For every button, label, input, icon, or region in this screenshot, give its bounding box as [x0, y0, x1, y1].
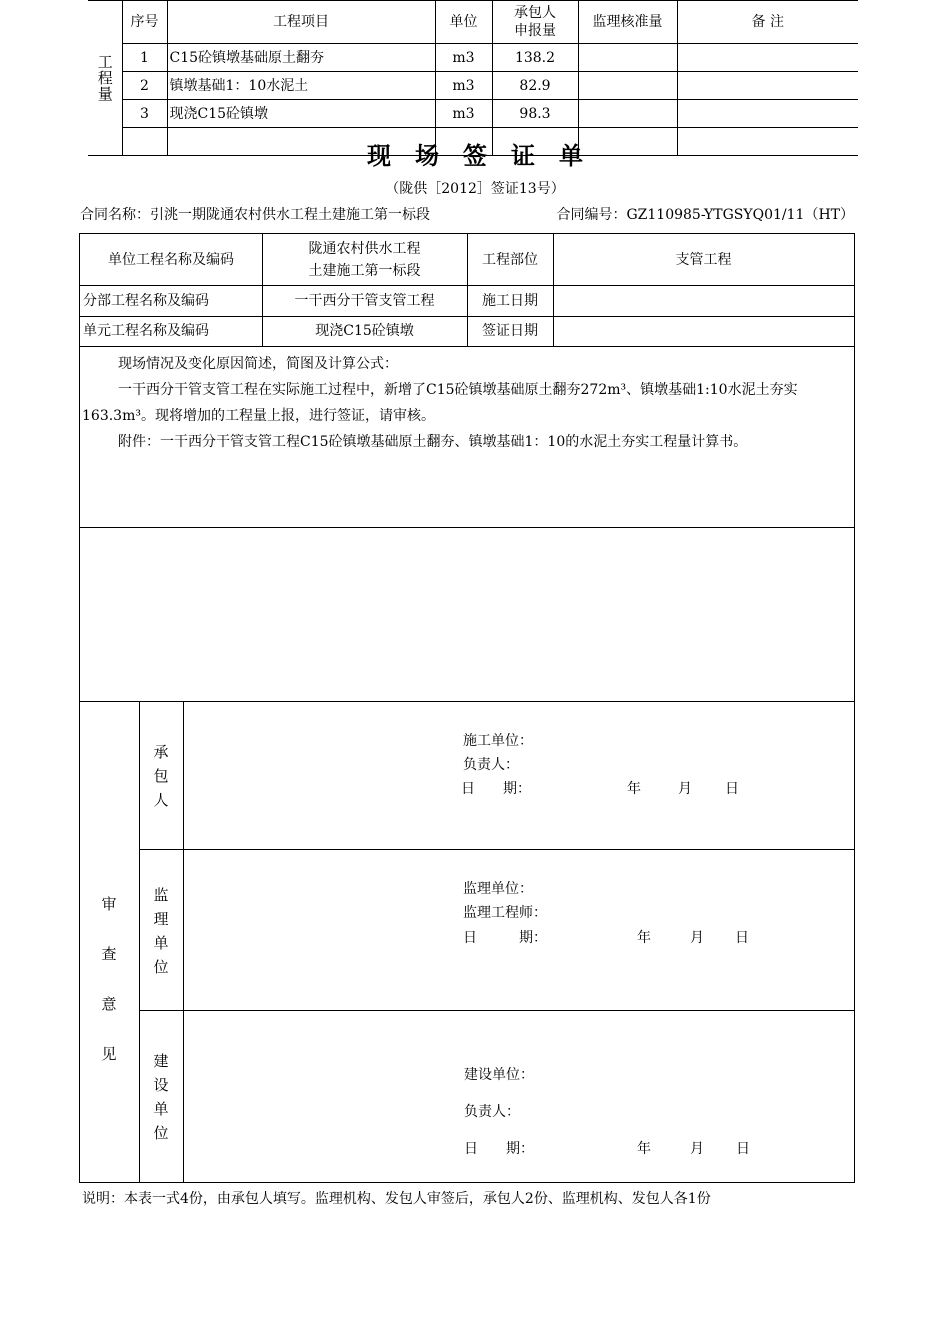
- start-date-label: 施工日期: [482, 292, 538, 309]
- row-remark: [677, 72, 858, 100]
- row-item: 镇墩基础1：10水泥土: [167, 72, 435, 100]
- supervisor-month: 月: [690, 930, 704, 946]
- row-approved: [578, 100, 677, 128]
- review-opinion-label: 审查意见: [101, 895, 117, 1063]
- row-reported: 82.9: [492, 72, 578, 100]
- description-body: 一干西分干管支管工程在实际施工过程中，新增了C15砼镇墩基础原土翻夯272m³、镇墩基础1:10水泥土夯实163.3m³。现将增加的工程量上报，进行签证，请审核。: [82, 382, 798, 424]
- row-remark: [677, 100, 858, 128]
- owner-day: 日: [736, 1141, 750, 1157]
- row-no: 2: [122, 72, 167, 100]
- row-unit: m3: [435, 44, 492, 72]
- header-reported-line2: 申报量: [514, 23, 556, 39]
- quantity-table: [88, 0, 858, 156]
- element-value: 现浇C15砼镇墩: [315, 323, 414, 339]
- page-title: 现场签证单: [367, 141, 607, 170]
- contractor-label: 承包人: [153, 743, 169, 809]
- location-value: 支管工程: [675, 251, 732, 268]
- unit-project-value-line2: 土建施工第一标段: [308, 262, 421, 279]
- header-no: 序号: [122, 1, 167, 44]
- owner-label: 建设单位: [153, 1052, 169, 1142]
- row-reported: 138.2: [492, 44, 578, 72]
- contractor-day: 日: [725, 781, 739, 797]
- header-reported: [492, 1, 578, 44]
- owner-unit: 建设单位：: [464, 1067, 534, 1083]
- supervisor-label: 监理单位: [153, 886, 169, 976]
- contract-number: 合同编号：GZ110985-YTGSYQ01/11（HT）: [556, 207, 854, 223]
- contractor-unit: 施工单位：: [463, 733, 533, 749]
- contract-name: 合同名称：引洮一期陇通农村供水工程土建施工第一标段: [80, 207, 430, 223]
- owner-year: 年: [637, 1141, 651, 1157]
- description-attachment: 附件：一干西分干管支管工程C15砼镇墩基础原土翻夯、镇墩基础1：10的水泥土夯实工程量计算书。: [118, 434, 748, 450]
- table-row: [88, 44, 858, 72]
- contractor-month: 月: [678, 781, 692, 797]
- unit-project-value: [262, 234, 467, 285]
- document-number: （陇供［2012］签证13号）: [385, 181, 565, 197]
- table-row: [88, 72, 858, 100]
- table-row: [88, 100, 858, 128]
- quantity-side-label: 工程量: [88, 1, 122, 156]
- visa-form: [79, 233, 855, 1183]
- sub-project-label: 分部工程名称及编码: [83, 292, 209, 309]
- row-item: 现浇C15砼镇墩: [167, 100, 435, 128]
- supervisor-unit: 监理单位：: [463, 881, 533, 897]
- supervisor-year: 年: [637, 930, 651, 946]
- owner-date: 日 期：: [464, 1141, 534, 1157]
- row-item: C15砼镇墩基础原土翻夯: [167, 44, 435, 72]
- row-unit: m3: [435, 72, 492, 100]
- contractor-year: 年: [627, 781, 641, 797]
- owner-person: 负责人：: [464, 1104, 520, 1120]
- unit-project-label: 单位工程名称及编码: [108, 251, 234, 268]
- header-remark: 备 注: [677, 1, 858, 44]
- description-section: [82, 351, 852, 455]
- supervisor-date: 日 期：: [463, 930, 547, 946]
- unit-project-value-line1: 陇通农村供水工程: [308, 240, 421, 257]
- header-approved: 监理核准量: [578, 1, 677, 44]
- footer-note: 说明：本表一式4份，由承包人填写。监理机构、发包人审签后，承包人2份、监理机构、发包人各1份: [82, 1191, 711, 1207]
- sign-date-value: [553, 316, 854, 346]
- supervisor-day: 日: [735, 930, 749, 946]
- sub-project-value: 一干西分干管支管工程: [294, 292, 435, 309]
- description-heading: 现场情况及变化原因简述，简图及计算公式：: [118, 356, 398, 372]
- sign-date-label: 签证日期: [482, 323, 538, 339]
- table-top-border: [88, 0, 858, 1]
- element-label: 单元工程名称及编码: [83, 323, 209, 339]
- contractor-person: 负责人：: [463, 757, 519, 773]
- row-reported: 98.3: [492, 100, 578, 128]
- row-no: 3: [122, 100, 167, 128]
- row-remark: [677, 44, 858, 72]
- header-unit: 单位: [435, 1, 492, 44]
- header-reported-line1: 承包人: [514, 5, 556, 21]
- header-item: 工程项目: [167, 1, 435, 44]
- contractor-date: 日 期：: [461, 781, 531, 797]
- location-label: 工程部位: [482, 251, 538, 268]
- row-unit: m3: [435, 100, 492, 128]
- start-date-value: [553, 285, 854, 316]
- row-approved: [578, 44, 677, 72]
- row-no: 1: [122, 44, 167, 72]
- owner-month: 月: [690, 1141, 704, 1157]
- row-approved: [578, 72, 677, 100]
- supervisor-engineer: 监理工程师：: [463, 905, 547, 921]
